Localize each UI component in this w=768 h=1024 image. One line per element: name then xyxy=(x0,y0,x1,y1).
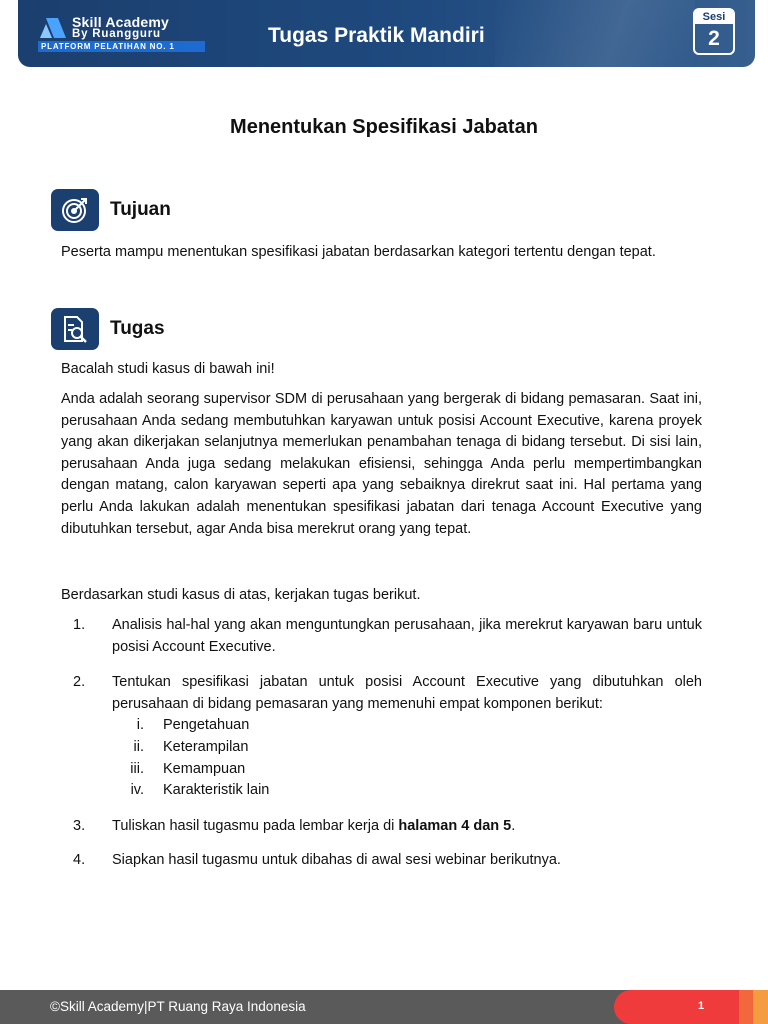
brand-tagline: PLATFORM PELATIHAN NO. 1 xyxy=(41,42,175,51)
task-text: Analisis hal-hal yang akan menguntungkan perusahaan, jika merekrut karyawan baru untuk posisi Account Executive. xyxy=(112,617,702,655)
skill-academy-logo xyxy=(38,14,208,54)
task-text: Siapkan hasil tugasmu untuk dibahas di awal sesi webinar berikutnya. xyxy=(112,852,561,868)
task-text-part: . xyxy=(511,818,516,834)
session-badge xyxy=(693,8,735,55)
task-text-emphasis: halaman 4 dan 5 xyxy=(398,818,512,834)
footer-bar xyxy=(0,990,768,1024)
footer-stripe xyxy=(739,990,753,1024)
task-text: Tentukan spesifikasi jabatan untuk posisi Account Executive yang dibutuhkan oleh perusahaan di bidang pemasaran yang memenuhi empat komponen berikut: xyxy=(112,674,702,712)
tugas-heading: Tugas xyxy=(110,318,165,339)
component-number: ii. xyxy=(133,739,144,755)
footer-page-pill xyxy=(614,990,739,1024)
component-text: Kemampuan xyxy=(163,761,246,777)
component-number: iii. xyxy=(130,761,144,777)
header-title: Tugas Praktik Mandiri xyxy=(268,24,485,47)
document-title: Menentukan Spesifikasi Jabatan xyxy=(230,116,538,138)
brand-subtitle: By Ruangguru xyxy=(72,28,161,40)
session-number: 2 xyxy=(708,27,720,50)
component-text: Pengetahuan xyxy=(163,717,250,733)
task-number: 3. xyxy=(73,818,86,834)
page-number: 1 xyxy=(698,1000,705,1012)
session-label: Sesi xyxy=(695,10,733,24)
brand-name: Skill Academy xyxy=(72,14,170,30)
task-number: 2. xyxy=(73,674,86,690)
task-number: 4. xyxy=(73,852,86,868)
tujuan-text: Peserta mampu menentukan spesifikasi jabatan berdasarkan kategori tertentu dengan tepat. xyxy=(61,244,656,260)
task-text xyxy=(112,816,702,838)
document-search-icon xyxy=(51,308,99,350)
task-text-part: Tuliskan hasil tugasmu pada lembar kerja di xyxy=(112,818,399,834)
footer-stripe xyxy=(753,990,768,1024)
case-study-text: Anda adalah seorang supervisor SDM di perusahaan yang bergerak di bidang pemasaran. Saat ini, perusahaan Anda sedang membutuhkan karyawan untuk posisi Account Executive, karena proyek yang akan dikerjakan selanjutnya memerlukan penambahan tenaga di bidang tersebut. Di sisi lain, perusahaan Anda juga sedang melakukan efisiensi, sehingga Anda perlu mempertimbangkan dengan matang, calon karyawan seperti apa yang sebaiknya direkrut saat ini. Hal pertama yang perlu Anda lakukan adalah menentukan spesifikasi jabatan dari tenaga Account Executive yang dibutuhkan tersebut, agar Anda bisa merekrut orang yang tepat. xyxy=(61,391,702,537)
task-intro: Berdasarkan studi kasus di atas, kerjakan tugas berikut. xyxy=(61,587,421,603)
tujuan-heading: Tujuan xyxy=(110,199,171,220)
component-number: iv. xyxy=(130,782,144,798)
target-icon xyxy=(51,189,99,231)
footer-copyright: ©Skill Academy|PT Ruang Raya Indonesia xyxy=(50,999,306,1014)
header-banner xyxy=(18,0,755,67)
task-number: 1. xyxy=(73,617,86,633)
tugas-intro: Bacalah studi kasus di bawah ini! xyxy=(61,361,275,377)
component-number: i. xyxy=(136,717,144,733)
logo-mark-icon xyxy=(38,16,68,40)
component-text: Karakteristik lain xyxy=(163,782,270,798)
component-text: Keterampilan xyxy=(163,739,249,755)
